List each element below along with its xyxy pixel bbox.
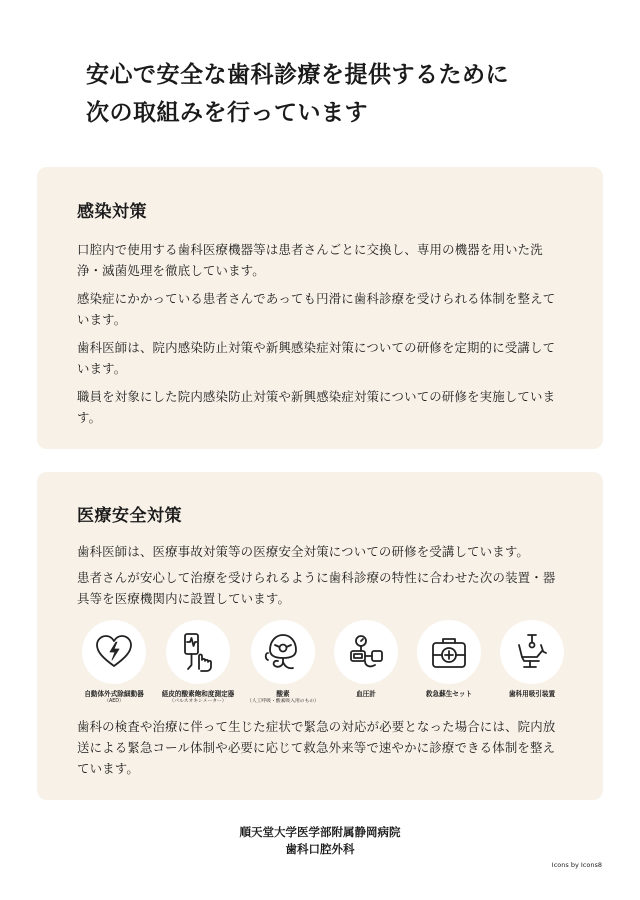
hospital-footer [0, 824, 640, 858]
icon-credit: Icons by Icons8 [551, 861, 602, 869]
equipment-icons-row [77, 620, 563, 710]
title-line-1: 安心で安全な歯科診療を提供するために [86, 62, 509, 88]
dental-chair-icon [500, 620, 564, 684]
infection-paragraph: 歯科医師は、院内感染防止対策や新興感染症対策についての研修を定期的に受講しています。 [77, 340, 556, 376]
blood-pressure-monitor-icon [334, 620, 398, 684]
device-label: 歯科用吸引装置 [508, 690, 556, 698]
device-label: 自動体外式除細動器 （AED） [84, 690, 144, 704]
device-label: 経皮的酸素飽和度測定器 （パルスオキシメーター） [161, 690, 235, 704]
device-item-emergency-kit [408, 620, 490, 698]
device-label: 救急蘇生セット [425, 690, 473, 698]
infection-paragraph: 職員を対象にした院内感染防止対策や新興感染症対策についての研修を実施しています。 [77, 389, 556, 425]
device-item-oxygen [242, 620, 324, 705]
medical-safety-heading: 医療安全対策 [77, 506, 182, 526]
device-label: 血圧計 [356, 690, 376, 698]
pulse-oximeter-icon [166, 620, 230, 684]
device-item-pulse-oximeter [157, 620, 239, 705]
emergency-kit-icon [417, 620, 481, 684]
medical-safety-section [37, 472, 603, 800]
page-title [86, 56, 586, 132]
infection-control-section [37, 167, 603, 449]
title-line-2: 次の取組みを行っています [86, 100, 368, 126]
aed-heart-icon [82, 620, 146, 684]
oxygen-mask-icon [251, 620, 315, 684]
device-item-dental-suction [491, 620, 573, 698]
infection-paragraph: 感染症にかかっている患者さんであっても円滑に歯科診療を受けられる体制を整えています。 [77, 291, 556, 327]
infection-control-paragraphs [77, 239, 563, 428]
hospital-name: 順天堂大学医学部附属静岡病院 [239, 825, 401, 839]
infection-control-heading: 感染対策 [77, 202, 147, 222]
device-label: 酸素 （人工呼吸・酸素吸入用のもの） [247, 690, 319, 704]
device-item-blood-pressure [325, 620, 407, 698]
department-name: 歯科口腔外科 [285, 842, 355, 856]
device-item-aed [73, 620, 155, 705]
safety-paragraph-equipment: 患者さんが安心して治療を受けられるように歯科診療の特性に合わせた次の装置・器具等を医療機関内に設置しています。 [77, 570, 556, 606]
safety-paragraph-emergency: 歯科の検査や治療に伴って生じた症状で緊急の対応が必要となった場合には、院内放送による緊急コール体制や必要に応じて救急外来等で速やかに診療できる体制を整えています。 [77, 719, 556, 776]
safety-paragraph-training: 歯科医師は、医療事故対策等の医療安全対策についての研修を受講しています。 [77, 544, 530, 559]
infection-paragraph: 口腔内で使用する歯科医療機器等は患者さんごとに交換し、専用の機器を用いた洗浄・滅菌処理を徹底しています。 [77, 242, 543, 278]
